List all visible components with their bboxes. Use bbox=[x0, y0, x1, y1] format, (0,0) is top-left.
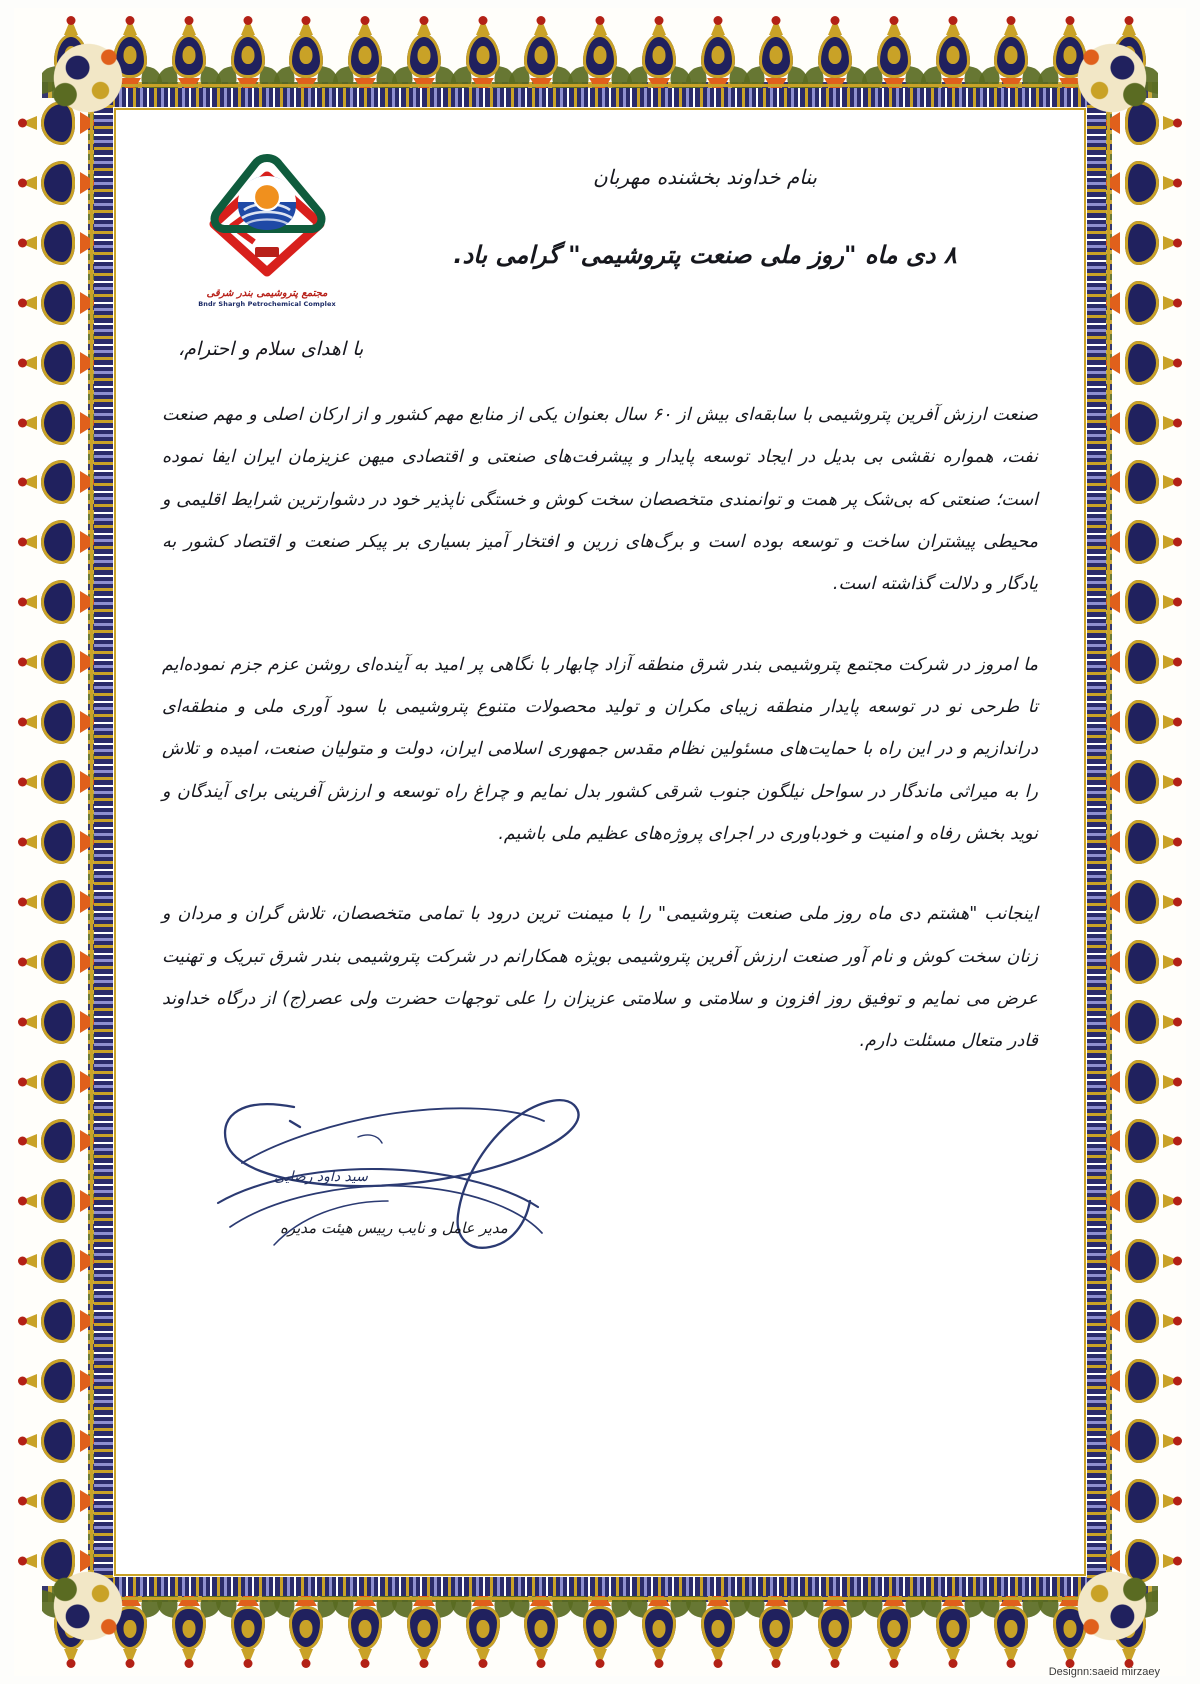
ornament-crest-motif bbox=[1100, 1472, 1182, 1530]
ornament-crest-motif bbox=[1100, 813, 1182, 871]
signer-title: مدیر عامل و نایب رییس هیئت مدیره bbox=[280, 1218, 508, 1237]
ornament-band-top bbox=[94, 88, 1106, 107]
company-logo-icon bbox=[192, 150, 342, 282]
ornament-crest-motif bbox=[18, 1292, 100, 1350]
ornament-crest-motif bbox=[18, 1412, 100, 1470]
ornament-gold-line-top bbox=[90, 84, 1110, 87]
handwritten-signature bbox=[182, 1077, 642, 1277]
ornament-crest-motif bbox=[1100, 933, 1182, 991]
ornament-crest-motif bbox=[18, 1472, 100, 1530]
ornament-crest-motif bbox=[18, 933, 100, 991]
ornament-crest-motif bbox=[18, 154, 100, 212]
ornament-crest-motif bbox=[1100, 1053, 1182, 1111]
ornament-crest-motif bbox=[18, 1172, 100, 1230]
company-logo-block bbox=[162, 144, 372, 308]
ornament-band-left bbox=[94, 88, 113, 1596]
letter-sheet bbox=[116, 110, 1084, 1574]
ornament-gold-line-bottom bbox=[90, 1597, 1110, 1600]
ornament-crest-motif bbox=[1100, 993, 1182, 1051]
salutation-line: با اهدای سلام و احترام، bbox=[178, 338, 364, 360]
ornament-gold-line-left bbox=[90, 84, 93, 1600]
ornament-crest-motif bbox=[1100, 394, 1182, 452]
ornament-crest-motif bbox=[18, 693, 100, 751]
ornament-crest-motif bbox=[1100, 274, 1182, 332]
logo-caption-en: Bndr Shargh Petrochemical Complex bbox=[198, 300, 336, 308]
ornament-crest-motif bbox=[1100, 334, 1182, 392]
ornament-crest-motif bbox=[1100, 573, 1182, 631]
header-text-block bbox=[372, 144, 1038, 277]
ornament-crest-motif bbox=[18, 573, 100, 631]
letter-header bbox=[162, 144, 1038, 308]
ornament-crest-motif bbox=[18, 753, 100, 811]
ornament-crest-motif bbox=[18, 1053, 100, 1111]
ornament-crest-motif bbox=[18, 394, 100, 452]
body-paragraph-1: صنعت ارزش آفرین پتروشیمی با سابقه‌ای بیش از ۶۰ سال بعنوان یکی از منابع مهم کشور و از ارکان اصلی و مهم صنعت نفت، همواره نقشی بی بدیل در ایجاد توسعه پایدار و پیشرفت‌های صنعتی و اقتصادی میهن عزیزمان ایران ایفا نموده است؛ صنعتی که بی‌شک پر همت و توانمندی متخصصان سخت کوش و خستگی ناپذیر خود در دشوارترین شرایط اقلیمی و محیطی پیشتران ساخت و توسعه بوده است و برگ‌های زرین و افتخار آمیز بسیاری بر پیکر صنعت و اقتصاد کشور به یادگار و دلالت گذاشته است. bbox=[162, 405, 1039, 595]
ornament-crest-motif bbox=[1100, 1352, 1182, 1410]
ornament-crest-motif bbox=[18, 334, 100, 392]
ornament-crest-motif bbox=[1100, 633, 1182, 691]
bismillah-line: بنام خداوند بخشنده مهربان bbox=[593, 165, 817, 189]
ornament-crest-motif bbox=[1100, 453, 1182, 511]
letter-content bbox=[116, 110, 1084, 1574]
ornament-crest-motif bbox=[1100, 1292, 1182, 1350]
ornament-crest-motif bbox=[18, 633, 100, 691]
ornament-gold-line-right bbox=[1107, 84, 1110, 1600]
ornament-crest-motif bbox=[1100, 1232, 1182, 1290]
ornament-crest-motif bbox=[18, 1112, 100, 1170]
page-title: ۸ دی ماه "روز ملی صنعت پتروشیمی" گرامی باد. bbox=[453, 241, 957, 269]
ornament-crest-motif bbox=[18, 1352, 100, 1410]
ornament-crest-motif bbox=[1100, 1172, 1182, 1230]
body-paragraph-2: ما امروز در شرکت مجتمع پتروشیمی بندر شرق منطقه آزاد چابهار با نگاهی پر امید به آینده‌ای روشن عزم جزم نموده‌ایم تا طرحی نو در توسعه پایدار منطقه زیبای مکران و تولید محصولات متنوع پتروشیمی با سود آوری ملی و منطقه‌ای دراندازیم و در این راه با حمایت‌های مسئولین نظام مقدس جمهوری اسلامی ایران، دولت و متولیان صنعت، امیده و تلاش را به میراثی ماندگار در سواحل نیلگون جنوب شرقی کشور بدل نمایم و چراغ راه توسعه و ارزش آفرینی برای آیندگان و نوید بخش رفاه و امنیت و خودباوری در اجرای پروژه‌های عظیم ملی باشیم. bbox=[162, 654, 1038, 845]
ornament-band-bottom bbox=[94, 1577, 1106, 1596]
ornament-crest-motif bbox=[1100, 513, 1182, 571]
ornament-crest-motif bbox=[18, 453, 100, 511]
body-paragraph-3: اینجانب "هشتم دی ماه روز ملی صنعت پتروشیمی" را با میمنت ترین درود با تمامی متخصصان، تلاش گران و مردان و زنان سخت کوش و نام آور صنعت ارزش آفرین پتروشیمی بویژه همکارانم در شرکت پتروشیمی بندر شرق تبریک و تهنیت عرض می نمایم و توفیق روز افزون و سلامتی و سلامتی عزیزان را علی توجهات حضرت ولی عصر(ج) از درگاه خداوند قادر متعال مسئلت دارم. bbox=[162, 904, 1038, 1052]
ornament-crest-motif bbox=[18, 873, 100, 931]
ornament-crest-motif bbox=[1100, 693, 1182, 751]
ornament-crest-motif bbox=[18, 274, 100, 332]
ornament-crest-motif bbox=[18, 813, 100, 871]
ornament-crest-motif bbox=[1100, 154, 1182, 212]
ornamental-frame bbox=[14, 8, 1186, 1676]
signature-block bbox=[162, 1073, 1038, 1283]
ornament-crest-motif bbox=[1100, 1412, 1182, 1470]
ornament-crest-motif bbox=[18, 993, 100, 1051]
ornament-crest-motif bbox=[18, 1232, 100, 1290]
ornament-crest-motif bbox=[1100, 214, 1182, 272]
ornament-crest-motif bbox=[1100, 873, 1182, 931]
design-credit: Designn:saeid mirzaey bbox=[1048, 1666, 1160, 1678]
ornament-crest-motif bbox=[18, 513, 100, 571]
ornament-crest-motif bbox=[1100, 1112, 1182, 1170]
ornament-crest-motif bbox=[18, 214, 100, 272]
ornament-band-right bbox=[1087, 88, 1106, 1596]
signer-name: سید داود رضایی bbox=[274, 1168, 368, 1185]
ornament-crest-motif bbox=[1100, 753, 1182, 811]
logo-caption-fa: مجتمع پتروشیمی بندر شرقی bbox=[206, 288, 328, 299]
